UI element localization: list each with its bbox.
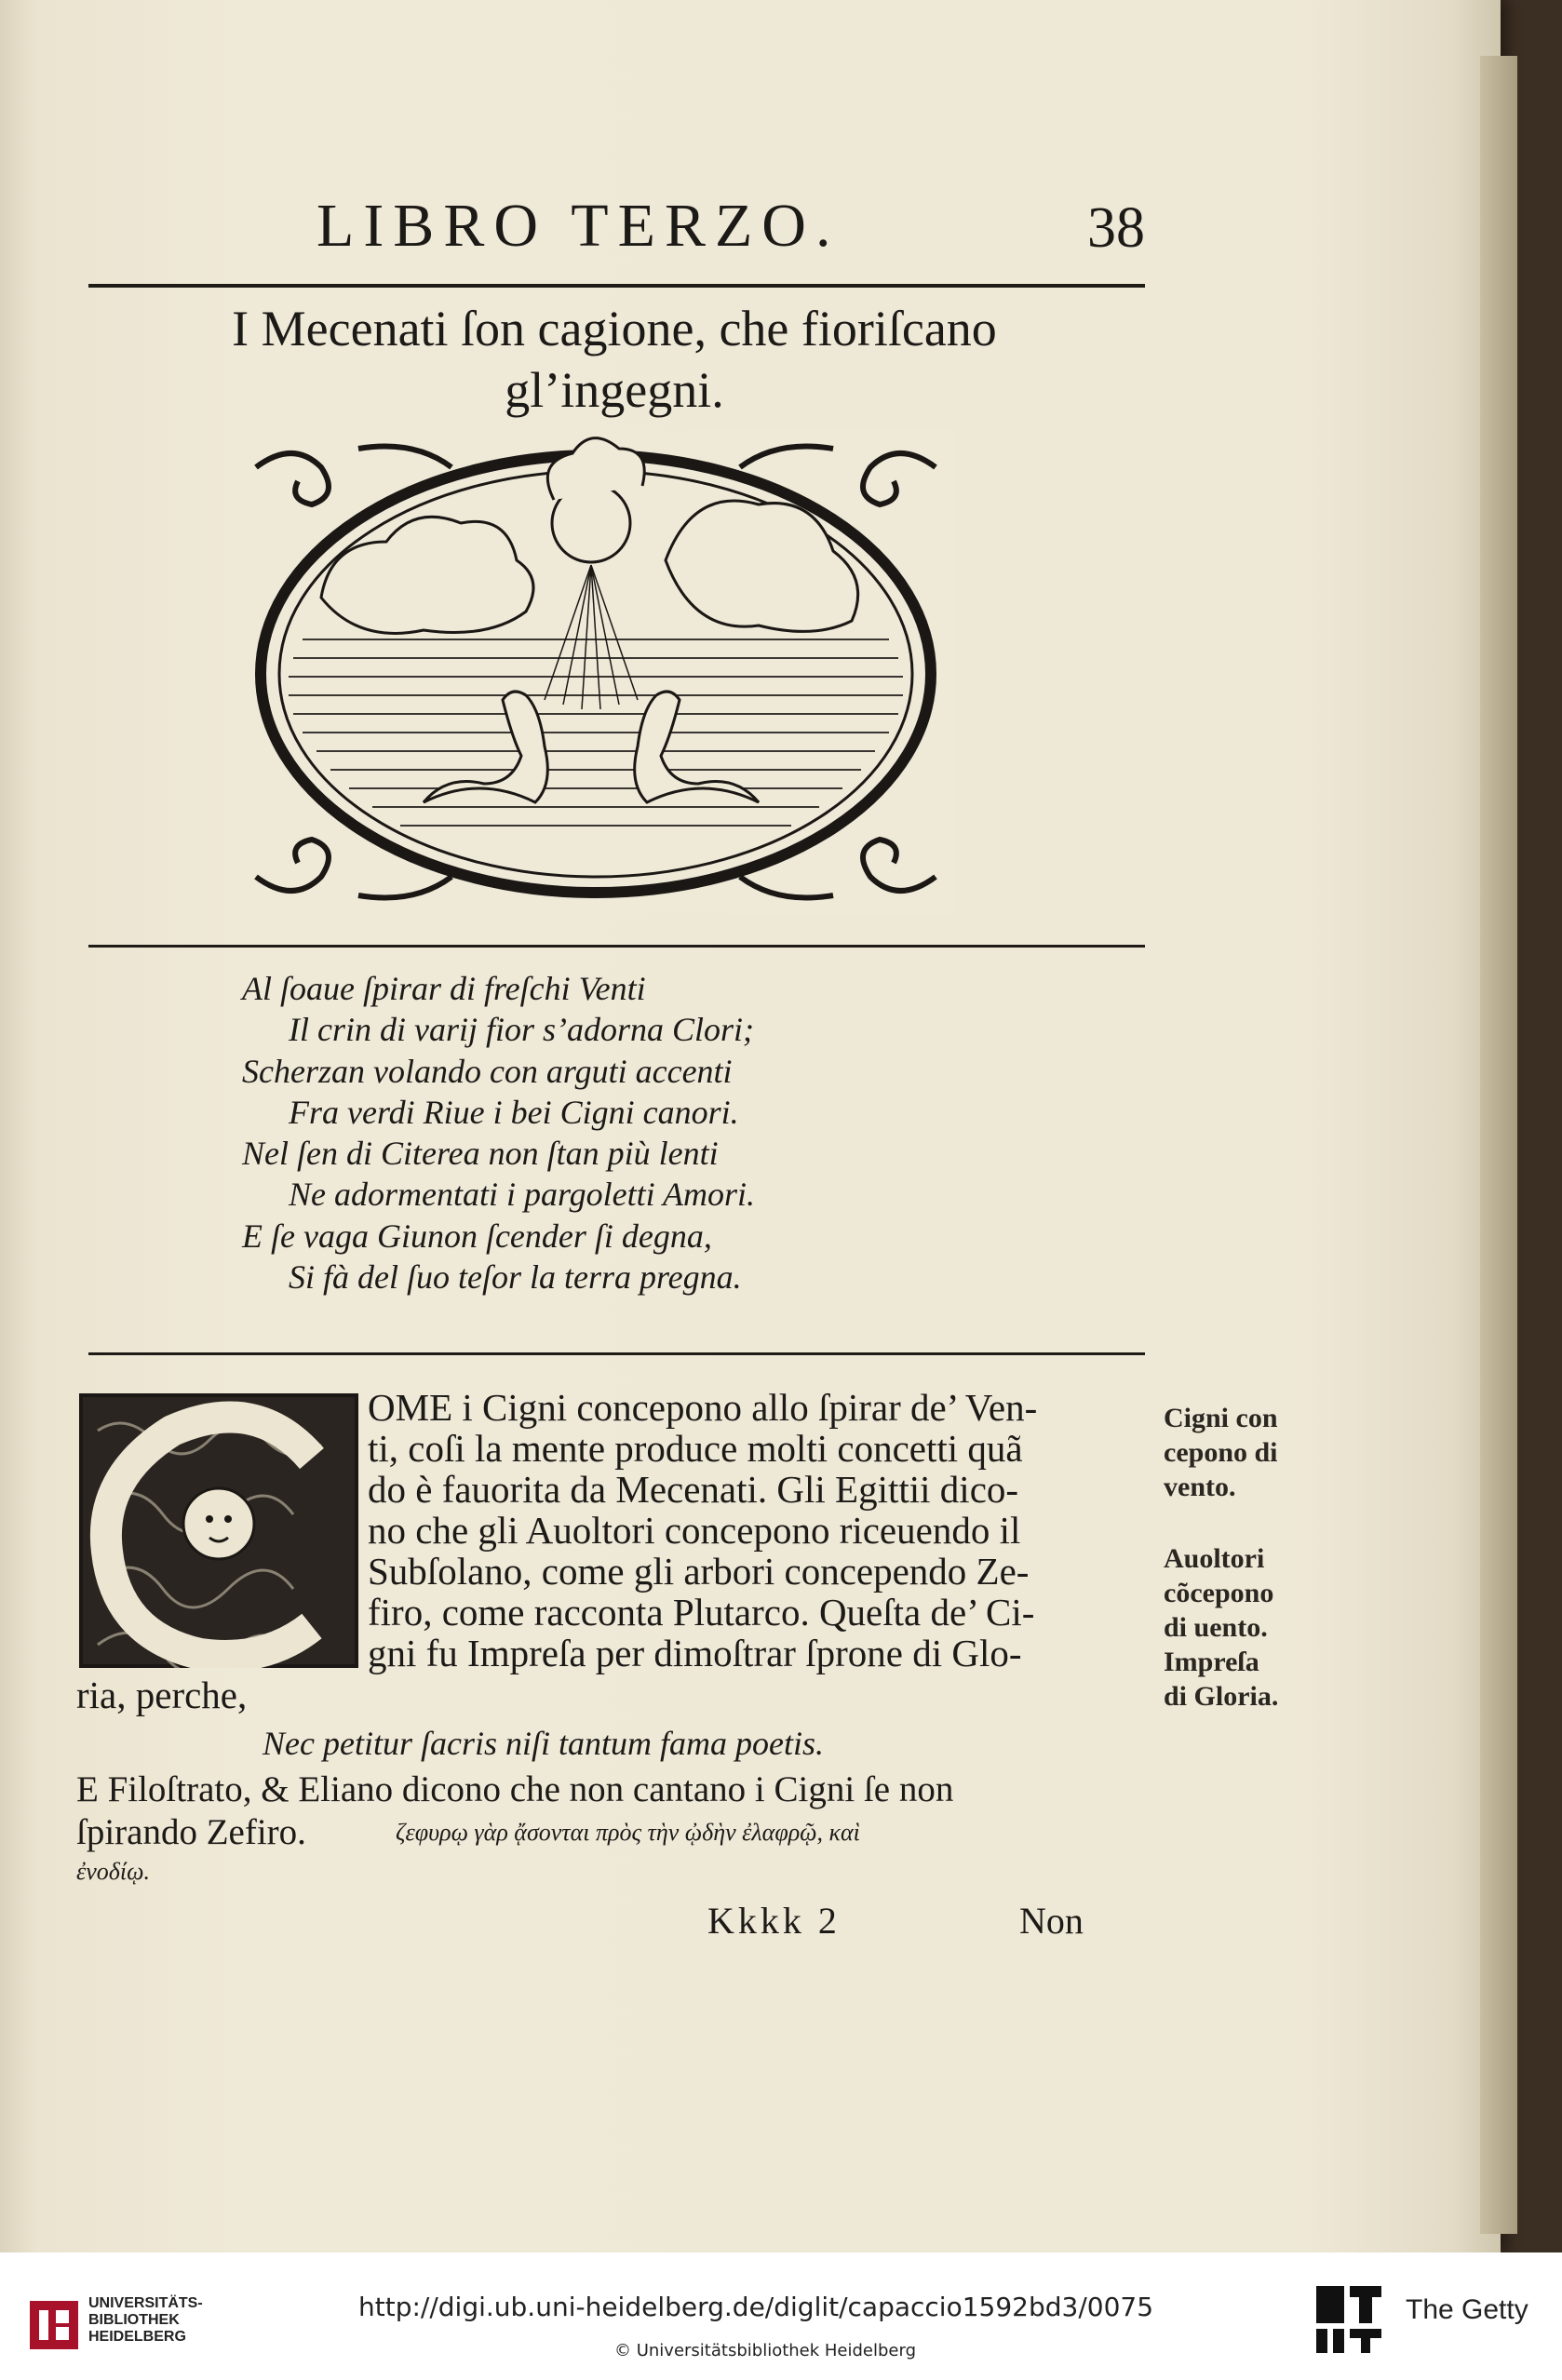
university-library-logo-icon[interactable] bbox=[28, 2299, 80, 2351]
woodcut-emblem-image bbox=[237, 430, 954, 914]
library-name-line: UNIVERSITÄTS- bbox=[88, 2295, 203, 2311]
margin-note-line: cõcepono bbox=[1164, 1578, 1274, 1608]
margin-note-line: Cigni con bbox=[1164, 1403, 1278, 1433]
margin-note-line: di uento. bbox=[1164, 1612, 1268, 1643]
copyright-notice: © Universitätsbibliothek Heidelberg bbox=[614, 2341, 917, 2360]
body-line: ſpirando Zefiro. bbox=[76, 1812, 306, 1852]
margin-note-line: cepono di bbox=[1164, 1437, 1278, 1468]
motto-line-2: gl’ingegni. bbox=[505, 362, 724, 418]
body-line: OME i Cigni concepono allo ſpirar de’ Ven- bbox=[368, 1386, 1038, 1429]
library-name-line: HEIDELBERG bbox=[88, 2329, 186, 2345]
margin-note-line: Impreſa bbox=[1164, 1647, 1259, 1677]
poem-line: Scherzan volando con arguti accenti bbox=[242, 1052, 733, 1090]
body-paragraph bbox=[368, 1387, 1140, 1674]
motto-line-1: I Mecenati ſon cagione, che fioriſcano bbox=[232, 301, 997, 356]
body-line: no che gli Auoltori concepono riceuendo il bbox=[368, 1509, 1021, 1552]
library-name-line: BIBLIOTHEK bbox=[88, 2312, 180, 2328]
body-line: firo, come racconta Plutarco. Queſta de’ Ci- bbox=[368, 1591, 1035, 1634]
body-line: E Filoſtrato, & Eliano dicono che non cantano i Cigni ſe non bbox=[76, 1769, 954, 1809]
page-edge bbox=[1480, 56, 1517, 2234]
header-rule bbox=[88, 284, 1145, 288]
getty-logo-icon[interactable] bbox=[1313, 2282, 1387, 2357]
body-line: do è fauorita da Mecenati. Gli Egittii dico- bbox=[368, 1468, 1019, 1511]
permalink-url[interactable]: http://digi.ub.uni-heidelberg.de/diglit/capaccio1592bd3/0075 bbox=[358, 2292, 1154, 2322]
running-head: LIBRO TERZO. bbox=[316, 192, 841, 260]
emblem-rule bbox=[88, 945, 1145, 948]
body-line: Subſolano, come gli arbori concependo Ze- bbox=[368, 1550, 1030, 1593]
margin-note-line: vento. bbox=[1164, 1472, 1236, 1502]
poem-line: E ſe vaga Giunon ſcender ſi degna, bbox=[242, 1217, 712, 1255]
margin-note-line: Auoltori bbox=[1164, 1543, 1265, 1574]
body-line: ti, coſi la mente produce molti concetti quã bbox=[368, 1427, 1023, 1470]
poem-line: Il crin di varij fior s’adorna Clori; bbox=[289, 1011, 755, 1049]
page-number: 38 bbox=[1087, 196, 1145, 260]
latin-quote: Nec petitur ſacris niſi tantum fama poetis. bbox=[263, 1725, 824, 1762]
partner-name[interactable]: The Getty bbox=[1406, 2294, 1528, 2325]
body-line: gni fu Impreſa per dimoſtrar ſprone di Glo- bbox=[368, 1632, 1022, 1674]
emblem-motto bbox=[121, 298, 1108, 421]
emblem-poem bbox=[242, 968, 755, 1298]
poem-line: Ne adormentati i pargoletti Amori. bbox=[289, 1176, 755, 1214]
decorated-initial-image bbox=[79, 1393, 358, 1668]
poem-line: Fra verdi Riue i bei Cigni canori. bbox=[289, 1093, 739, 1131]
section-rule bbox=[88, 1352, 1145, 1355]
margin-note-line: di Gloria. bbox=[1164, 1681, 1279, 1712]
catchword: Non bbox=[1019, 1900, 1084, 1942]
margin-notes bbox=[1164, 1401, 1278, 1714]
greek-quote-end: ἐνοδίῳ. bbox=[76, 1858, 150, 1885]
poem-line: Al ſoaue ſpirar di freſchi Venti bbox=[242, 970, 646, 1007]
signature-mark: Kkkk 2 bbox=[707, 1900, 841, 1942]
body-line: ria, perche, bbox=[76, 1674, 248, 1716]
poem-line: Nel ſen di Citerea non ſtan più lenti bbox=[242, 1135, 719, 1173]
poem-line: Si fà del ſuo teſor la terra pregna. bbox=[289, 1258, 742, 1297]
library-name[interactable] bbox=[88, 2295, 203, 2346]
greek-quote: ζεφυρῳ γὰρ ᾄσονται πρὸς τὴν ᾠδὴν ἐλαφρῷ, καὶ bbox=[396, 1819, 860, 1846]
